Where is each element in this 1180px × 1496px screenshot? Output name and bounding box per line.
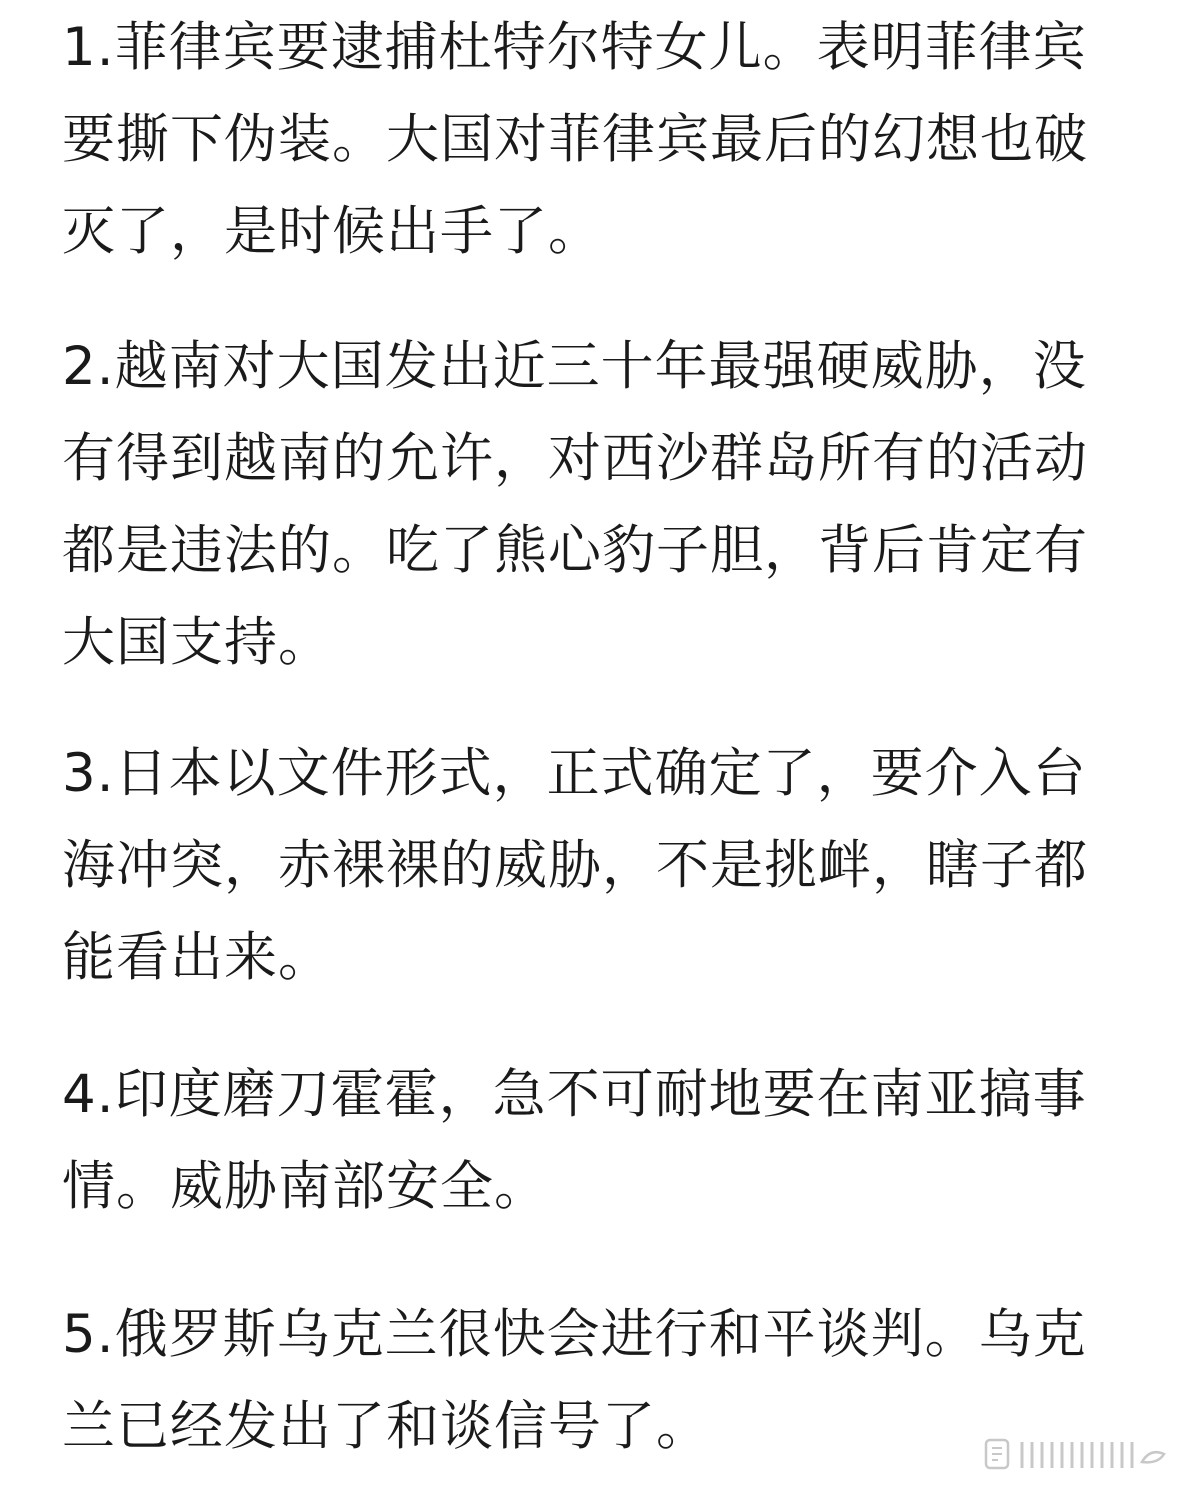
- weibo-watermark-icon: [982, 1434, 1172, 1474]
- paragraph-5: 5.俄罗斯乌克兰很快会进行和平谈判。乌克兰已经发出了和谈信号了。: [62, 1304, 1087, 1457]
- paragraph-1: 1.菲律宾要逮捕杜特尔特女儿。表明菲律宾要撕下伪装。大国对菲律宾最后的幻想也破灭了，是时候出手了。: [62, 17, 1088, 262]
- paragraph-4: 4.印度磨刀霍霍，急不可耐地要在南亚搞事情。威胁南部安全。: [62, 1064, 1087, 1217]
- paragraph-2: 2.越南对大国发出近三十年最强硬威胁，没有得到越南的允许，对西沙群岛所有的活动都是违法的。吃了熊心豹子胆，背后肯定有大国支持。: [62, 336, 1088, 673]
- paragraph-3: 3.日本以文件形式，正式确定了，要介入台海冲突，赤裸裸的威胁，不是挑衅，瞎子都能看出来。: [62, 743, 1088, 988]
